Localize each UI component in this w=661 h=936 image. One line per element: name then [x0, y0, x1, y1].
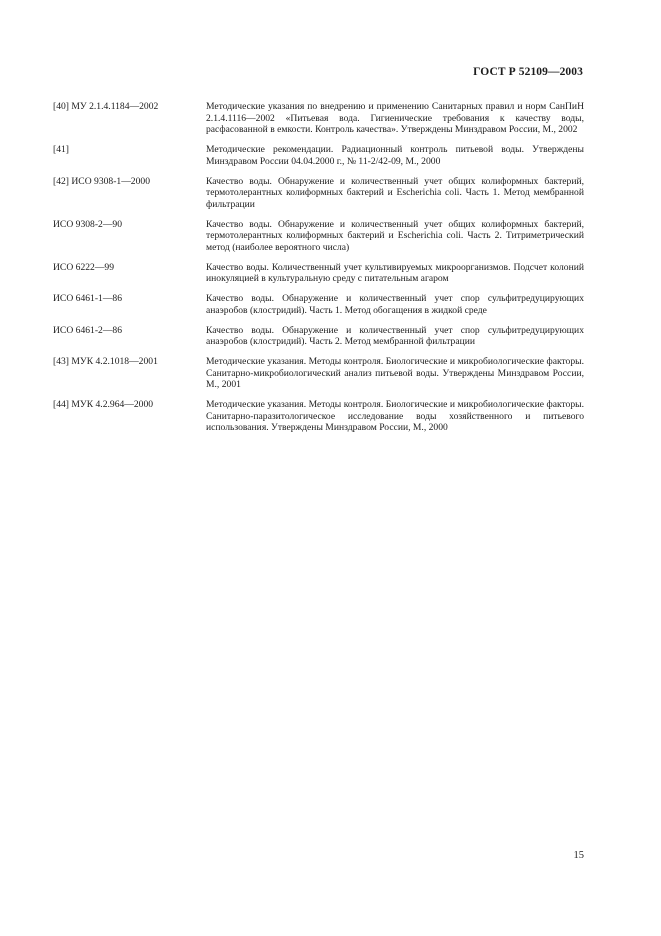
reference-item [53, 356, 584, 391]
reference-text: Качество воды. Обнаружение и количественный учет общих колиформных бактерий, термотолерантных колиформных бактерий и Escherichia coli. Часть 1. Метод мембранной фильтрации [206, 175, 584, 210]
reference-text: Качество воды. Обнаружение и количественный учет общих колиформных бактерий, термотолерантных колиформных бактерий и Escherichia coli. Часть 2. Титриметрический метод (наиболее вероятного числа) [206, 218, 584, 254]
reference-code: ИСО 9308-2—90 [53, 218, 123, 230]
reference-text: Качество воды. Обнаружение и количественный учет спор сульфитредуцирующих анаэробов (клостридий). Часть 1. Метод обогащения в жидкой среде [206, 293, 584, 316]
reference-item [53, 262, 584, 285]
reference-text: Методические указания по внедрению и применению Санитарных правил и норм СанПиН 2.1.4.1116—2002 «Питьевая вода. Гигиенические требования к качеству воды, расфасованной в емкости. Контроль качества». Утверждены Минздравом России, М., 2002 [206, 101, 584, 136]
reference-code: [40] МУ 2.1.4.1184—2002 [53, 101, 159, 112]
reference-code: [41] [53, 144, 69, 156]
reference-text: Методические указания. Методы контроля. Биологические и микробиологические факторы. Санитарно-микробиологический анализ питьевой воды. Утверждены Минздравом России, М., 2001 [206, 355, 584, 391]
document-header: ГОСТ Р 52109—2003 [473, 66, 583, 78]
reference-item [53, 325, 584, 348]
reference-text: Методические рекомендации. Радиационный контроль питьевой воды. Утверждены Минздравом России 04.04.2000 г., № 11-2/42-09, М., 2000 [206, 144, 584, 167]
reference-text: Методические указания. Методы контроля. Биологические и микробиологические факторы. Санитарно-паразитологическое исследование воды хозяйственного и питьевого использования. Утверждены Минздравом России, М., 2000 [206, 399, 584, 434]
reference-item [53, 293, 584, 316]
bibliography-list [53, 101, 584, 442]
page-number: 15 [573, 850, 584, 861]
reference-code: ИСО 6461-2—86 [53, 324, 123, 336]
reference-item [53, 219, 584, 254]
reference-code: [44] МУК 4.2.964—2000 [53, 399, 154, 411]
reference-code: ИСО 6222—99 [53, 261, 115, 273]
reference-text: Качество воды. Обнаружение и количественный учет спор сульфитредуцирующих анаэробов (клостридий). Часть 2. Метод мембранной фильтрации [206, 324, 584, 348]
reference-code: [43] МУК 4.2.1018—2001 [53, 355, 158, 367]
reference-item [53, 101, 584, 136]
reference-text: Качество воды. Количественный учет культивируемых микроорганизмов. Подсчет колоний инокуляцией в культуральную среду с питательным агаром [206, 261, 584, 285]
reference-item [53, 176, 584, 211]
reference-item [53, 399, 584, 434]
reference-code: [42] ИСО 9308-1—2000 [53, 175, 150, 187]
reference-code: ИСО 6461-1—86 [53, 293, 123, 305]
reference-item [53, 144, 584, 167]
